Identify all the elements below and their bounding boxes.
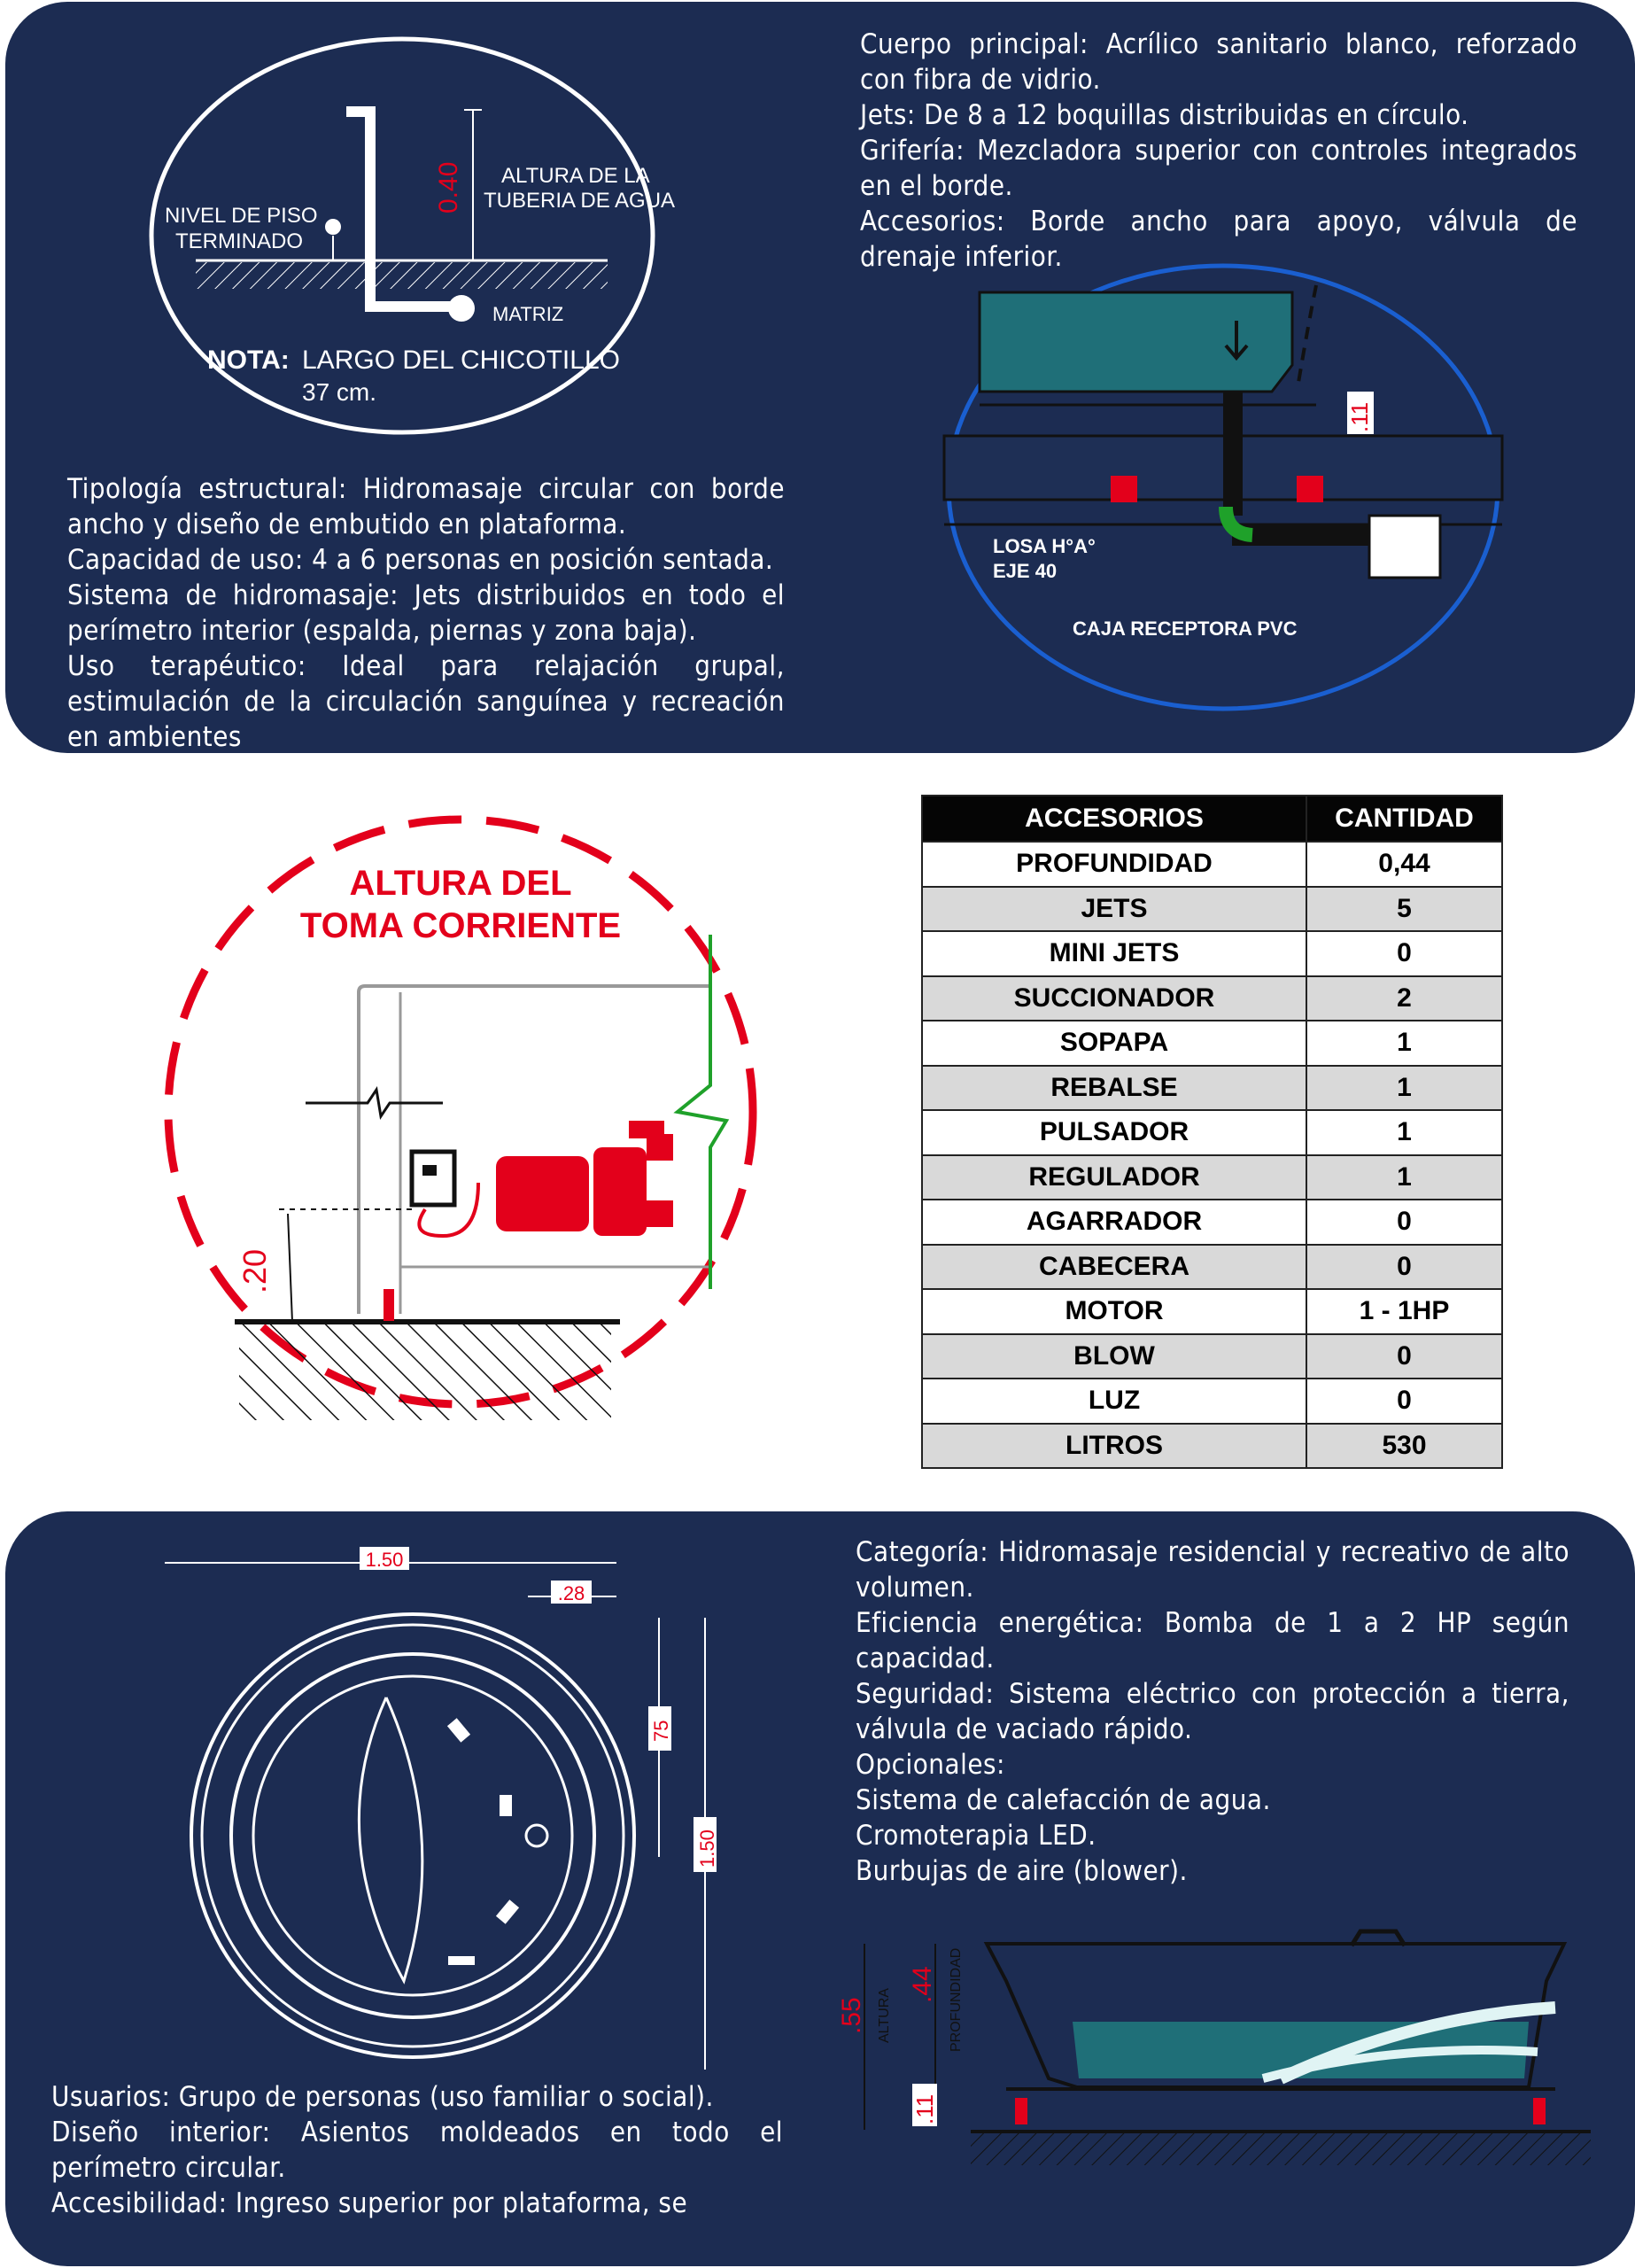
category-line: Cromoterapia LED.: [856, 1820, 1096, 1852]
level-marker-icon: [324, 218, 342, 236]
table-row: [922, 887, 1502, 932]
category-line: Categoría: Hidromasaje residencial y recreativo de alto volumen.: [856, 1536, 1569, 1604]
category-line: Eficiencia energética: Bomba de 1 a 2 HP según capacidad.: [856, 1607, 1569, 1674]
table-cell: PULSADOR: [922, 1110, 1306, 1155]
spec-line: Jets: De 8 a 12 boquillas distribuidas en círculo.: [860, 99, 1469, 131]
table-row: [922, 1334, 1502, 1379]
table-cell: BLOW: [922, 1334, 1306, 1379]
top-panel: [5, 2, 1635, 753]
table-cell: 0: [1306, 931, 1502, 976]
table-row: [922, 976, 1502, 1021]
pipe-height-value: 0.40: [434, 161, 463, 214]
slab-label-1: LOSA H°A°: [993, 535, 1096, 557]
table-row: [922, 1245, 1502, 1290]
floor-label-1: NIVEL DE PISO: [165, 204, 318, 228]
drain-dimension: .11: [1346, 401, 1373, 432]
table-cell: JETS: [922, 887, 1306, 932]
table-cell: 1: [1306, 1110, 1502, 1155]
users-text: [51, 2079, 783, 2221]
table-cell: 1: [1306, 1155, 1502, 1200]
category-line: Sistema de calefacción de agua.: [856, 1784, 1271, 1816]
note-bold: NOTA:: [207, 346, 290, 375]
table-cell: 0: [1306, 1245, 1502, 1290]
table-cell: 1 - 1HP: [1306, 1289, 1502, 1334]
section-height-label: ALTURA: [877, 1988, 892, 2043]
table-cell: PROFUNDIDAD: [922, 842, 1306, 887]
table-cell: SOPAPA: [922, 1021, 1306, 1066]
structure-line: Capacidad de uso: 4 a 6 personas en posición sentada.: [67, 544, 774, 576]
table-row: [922, 1424, 1502, 1469]
table-cell: CABECERA: [922, 1245, 1306, 1290]
plan-view-diagram: [147, 1529, 873, 2114]
category-line: Seguridad: Sistema eléctrico con protección a tierra, válvula de vaciado rápido.: [856, 1678, 1569, 1745]
jet-icon: [526, 1825, 547, 1846]
floor-label-2: TERMINADO: [175, 229, 303, 253]
users-line: Usuarios: Grupo de personas (uso familiar o social).: [51, 2081, 714, 2113]
structure-line: Sistema de hidromasaje: Jets distribuidos en todo el perímetro interior (espalda, piernas y zona baja).: [67, 579, 785, 647]
structure-text: [67, 471, 785, 753]
table-cell: 1: [1306, 1066, 1502, 1111]
outlet-height-value: .20: [236, 1248, 273, 1293]
category-text: [856, 1534, 1569, 1889]
table-header-accessories: ACCESORIOS: [922, 796, 1306, 842]
table-row: [922, 1021, 1502, 1066]
table-cell: LUZ: [922, 1379, 1306, 1424]
plan-width-dim: 1.50: [365, 1549, 404, 1571]
table-cell: 0: [1306, 1334, 1502, 1379]
plan-radius-dim: 75: [650, 1720, 672, 1742]
table-cell: MOTOR: [922, 1289, 1306, 1334]
outlet-height-diagram: [124, 793, 797, 1431]
plan-edge-dim: .28: [557, 1582, 585, 1604]
table-cell: 0: [1306, 1379, 1502, 1424]
table-body: [922, 842, 1502, 1468]
category-line: Burbujas de aire (blower).: [856, 1855, 1188, 1887]
pipe-label-1: ALTURA DE LA: [501, 164, 650, 188]
main-spec-text: [860, 27, 1577, 275]
category-line: Opcionales:: [856, 1749, 1005, 1781]
users-line: Accesibilidad: Ingreso superior por plataforma, se: [51, 2187, 688, 2219]
structure-line: Tipología estructural: Hidromasaje circular con borde ancho y diseño de embutido en plataforma.: [67, 473, 785, 540]
table-row: [922, 1155, 1502, 1200]
drain-detail-diagram: [944, 259, 1502, 719]
table-cell: AGARRADOR: [922, 1200, 1306, 1245]
table-row: [922, 842, 1502, 887]
table-cell: 5: [1306, 887, 1502, 932]
table-cell: 0: [1306, 1200, 1502, 1245]
spec-line: Accesorios: Borde ancho para apoyo, válvula de drenaje inferior.: [860, 206, 1577, 273]
accessories-table: [921, 795, 1503, 1469]
pipe-height-diagram: [147, 23, 678, 466]
outlet-title-2: TOMA CORRIENTE: [299, 906, 622, 945]
matrix-label: MATRIZ: [492, 303, 564, 325]
table-cell: REBALSE: [922, 1066, 1306, 1111]
table-cell: 530: [1306, 1424, 1502, 1469]
section-base-value: .11: [911, 2093, 938, 2124]
table-row: [922, 1066, 1502, 1111]
spec-line: Grifería: Mezcladora superior con controles integrados en el borde.: [860, 135, 1577, 202]
users-line: Diseño interior: Asientos moldeados en todo el perímetro circular.: [51, 2117, 783, 2184]
table-cell: 0,44: [1306, 842, 1502, 887]
table-row: [922, 931, 1502, 976]
spec-line: Cuerpo principal: Acrílico sanitario blanco, reforzado con fibra de vidrio.: [860, 28, 1577, 96]
table-row: [922, 1200, 1502, 1245]
table-row: [922, 1289, 1502, 1334]
table-cell: 1: [1306, 1021, 1502, 1066]
table-row: [922, 1379, 1502, 1424]
table-cell: SUCCIONADOR: [922, 976, 1306, 1021]
box-label: CAJA RECEPTORA PVC: [1073, 617, 1298, 640]
table-row: [922, 1110, 1502, 1155]
table-cell: LITROS: [922, 1424, 1306, 1469]
section-depth-value: .44: [908, 1966, 937, 2003]
outlet-title-1: ALTURA DEL: [349, 864, 572, 903]
slab-label-2: EJE 40: [993, 560, 1058, 582]
note-text: LARGO DEL CHICOTILLO: [302, 346, 620, 375]
table-header-quantity: CANTIDAD: [1306, 796, 1502, 842]
pipe-label-2: TUBERIA DE AGUA: [484, 189, 676, 213]
structure-line: Uso terapéutico: Ideal para relajación grupal, estimulación de la circulación sanguínea y recreación en ambientes: [67, 650, 785, 753]
table-cell: REGULADOR: [922, 1155, 1306, 1200]
bottom-panel: [5, 1511, 1635, 2266]
note-length: 37 cm.: [302, 378, 377, 406]
table-cell: MINI JETS: [922, 931, 1306, 976]
table-cell: 2: [1306, 976, 1502, 1021]
plan-total-dim: 1.50: [696, 1829, 718, 1868]
section-height-value: .55: [837, 1997, 866, 2034]
section-view-diagram: [837, 1901, 1626, 2167]
section-depth-label: PROFUNDIDAD: [949, 1947, 964, 2052]
